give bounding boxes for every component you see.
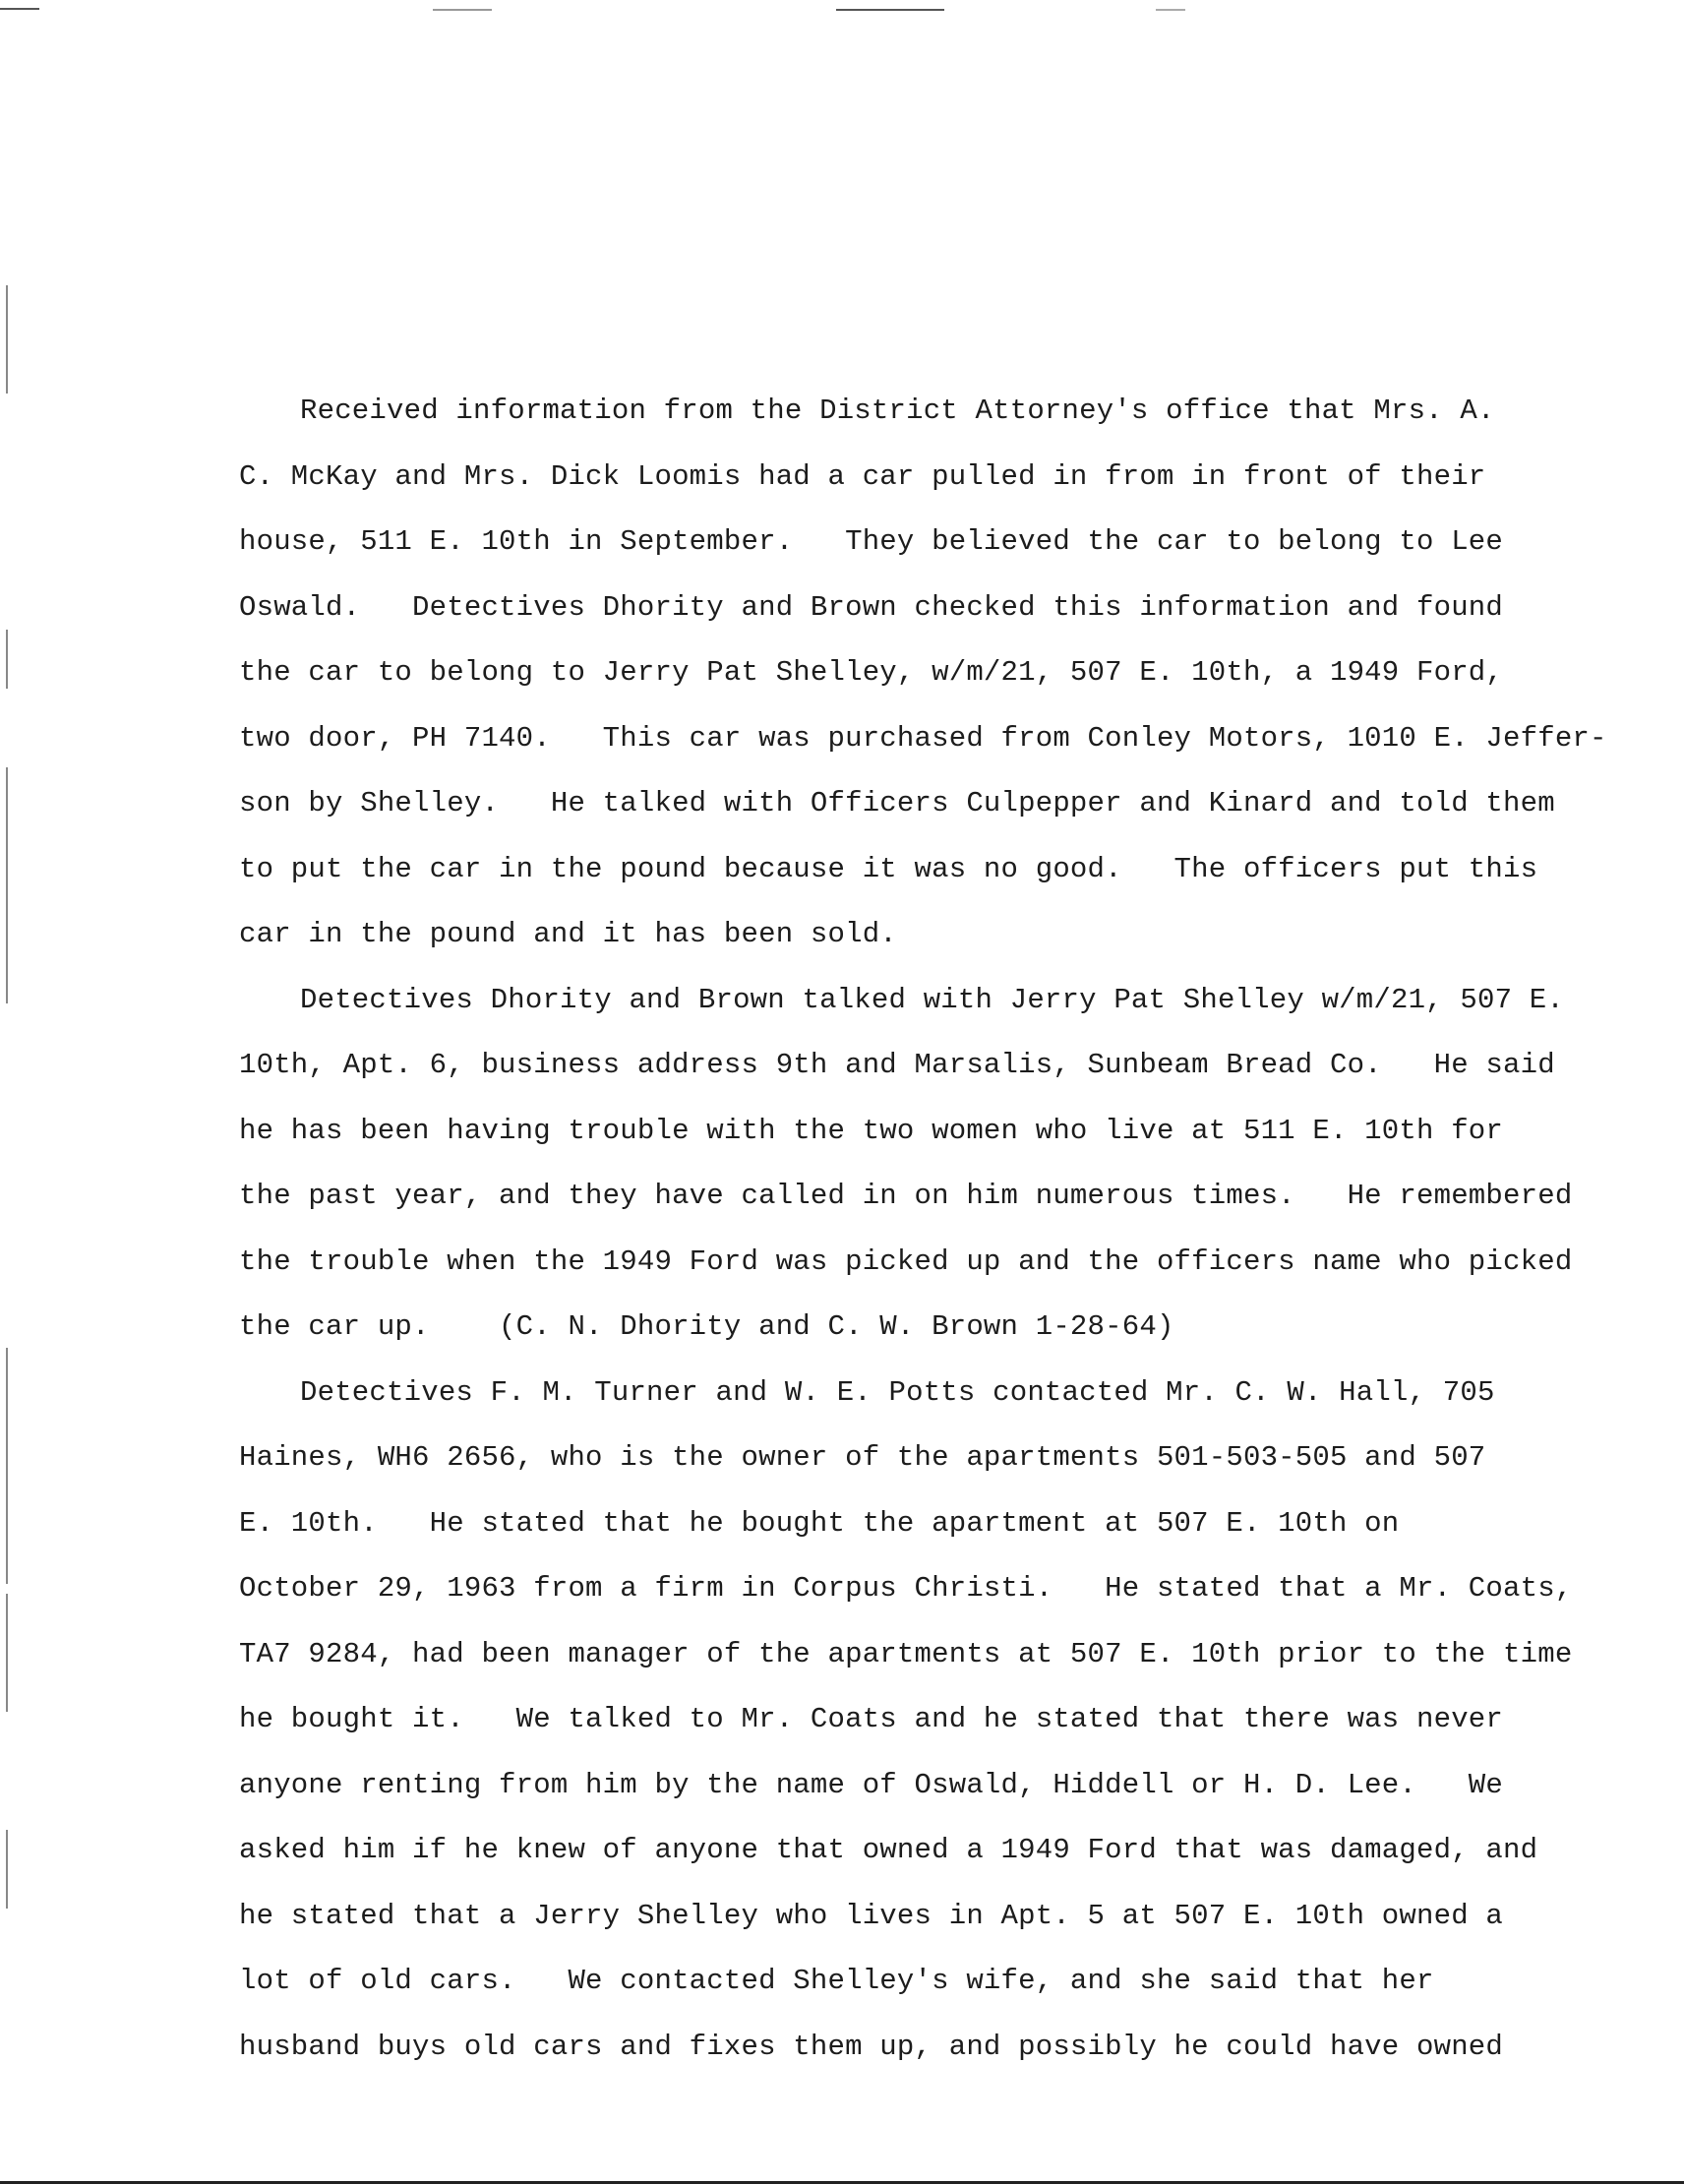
text-line: the past year, and they have called in on him numerous times. He remembered <box>239 1180 1573 1212</box>
scan-mark <box>1156 9 1185 11</box>
text-line: Detectives Dhority and Brown talked with Jerry Pat Shelley w/m/21, 507 E. <box>300 983 1565 1016</box>
text-line: 10th, Apt. 6, business address 9th and Marsalis, Sunbeam Bread Co. He said <box>239 1049 1555 1081</box>
text-line: asked him if he knew of anyone that owned a 1949 Ford that was damaged, and <box>239 1834 1538 1866</box>
text-line: he stated that a Jerry Shelley who lives in Apt. 5 at 507 E. 10th owned a <box>239 1899 1504 1932</box>
text-line: he has been having trouble with the two women who live at 511 E. 10th for <box>239 1114 1504 1147</box>
document-body <box>239 379 1607 2080</box>
text-line: C. McKay and Mrs. Dick Loomis had a car pulled in from in front of their <box>239 459 1486 493</box>
text-line: October 29, 1963 from a firm in Corpus Christi. He stated that a Mr. Coats, <box>239 1572 1573 1605</box>
text-line: Haines, WH6 2656, who is the owner of the apartments 501-503-505 and 507 <box>239 1441 1486 1474</box>
text-line: Detectives F. M. Turner and W. E. Potts contacted Mr. C. W. Hall, 705 <box>300 1375 1495 1409</box>
text-line: the trouble when the 1949 Ford was picked up and the officers name who picked <box>239 1244 1573 1278</box>
scan-mark <box>6 1830 8 1909</box>
scan-mark <box>6 1594 8 1712</box>
text-line: husband buys old cars and fixes them up, and possibly he could have owned <box>239 2030 1504 2063</box>
scan-mark <box>836 9 944 11</box>
scan-mark <box>6 285 8 394</box>
text-line: the car to belong to Jerry Pat Shelley, w/m/21, 507 E. 10th, a 1949 Ford, <box>239 656 1504 689</box>
text-line: two door, PH 7140. This car was purchased from Conley Motors, 1010 E. Jeffer- <box>239 721 1607 755</box>
text-line: Received information from the District Attorney's office that Mrs. A. <box>300 394 1495 427</box>
text-line: anyone renting from him by the name of Oswald, Hiddell or H. D. Lee. We <box>239 1768 1504 1801</box>
text-line: E. 10th. He stated that he bought the apartment at 507 E. 10th on <box>239 1506 1400 1540</box>
text-line: house, 511 E. 10th in September. They believed the car to belong to Lee <box>239 525 1504 558</box>
scan-mark <box>6 1348 8 1584</box>
text-line: TA7 9284, had been manager of the apartments at 507 E. 10th prior to the time <box>239 1637 1573 1670</box>
text-line: the car up. (C. N. Dhority and C. W. Brown 1-28-64) <box>239 1310 1174 1343</box>
text-line: car in the pound and it has been sold. <box>239 918 897 950</box>
scan-mark <box>433 9 492 11</box>
text-line: Oswald. Detectives Dhority and Brown checked this information and found <box>239 590 1504 624</box>
scan-mark <box>0 8 39 10</box>
text-line: son by Shelley. He talked with Officers Culpepper and Kinard and told them <box>239 787 1555 819</box>
text-line: he bought it. We talked to Mr. Coats and he stated that there was never <box>239 1703 1504 1735</box>
scan-mark <box>6 767 8 1003</box>
text-line: lot of old cars. We contacted Shelley's wife, and she said that her <box>239 1965 1434 1997</box>
text-line: to put the car in the pound because it was no good. The officers put this <box>239 852 1538 885</box>
scan-mark <box>6 630 8 689</box>
